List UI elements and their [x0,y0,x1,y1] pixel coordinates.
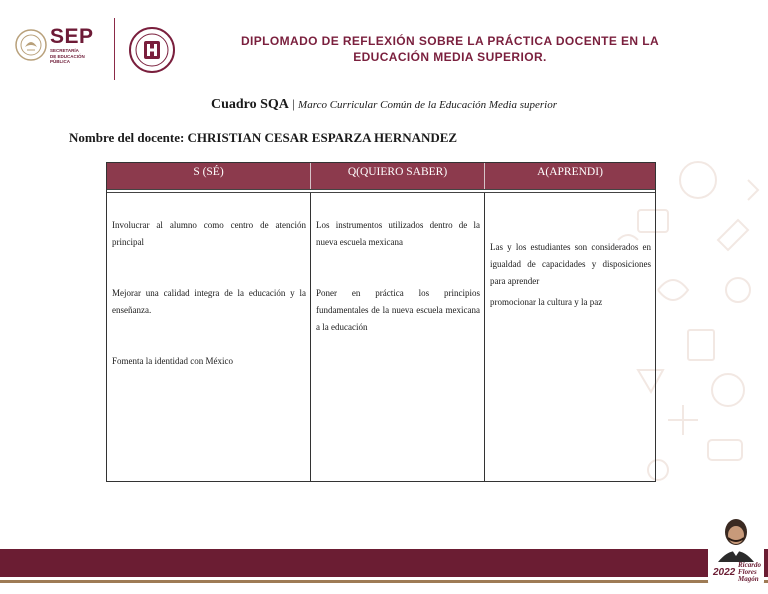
sep-subtitle-1: SECRETARÍA [50,48,79,53]
sep-subtitle-2: DE EDUCACIÓN [50,53,85,59]
column-q [311,193,485,481]
cuadro-subtitle [0,96,768,113]
q-item-2: Poner en práctica los principios fundamentales de la nueva escuela mexicana a la educación [316,288,480,332]
table-header-row [107,163,655,189]
s-item-3: Fomenta la identidad con México [112,356,233,366]
column-s [107,193,311,481]
column-a [485,193,655,481]
sep-logo-text [50,26,94,65]
institution-seal-icon [128,26,176,74]
document-title [235,33,665,65]
footer-name-line-2: Flores [738,568,757,576]
document-title-line-2: EDUCACIÓN MEDIA SUPERIOR. [353,50,547,64]
sqa-table [106,162,656,482]
footer-year: 2022 [713,567,736,578]
teacher-label: Nombre del docente: [69,130,185,145]
table-body-row [107,189,655,481]
mexico-emblem-icon [14,28,48,62]
s-item-1: Involucrar al alumno como centro de atención principal [112,220,306,247]
sep-subtitle-3: PÚBLICA [50,59,70,64]
document-title-line-1: DIPLOMADO DE REFLEXIÓN SOBRE LA PRÁCTICA DOCENTE EN LA [240,34,660,48]
teacher-name: CHRISTIAN CESAR ESPARZA HERNANDEZ [187,130,458,145]
footer-gold-line [0,580,768,583]
header-s: S (SÉ) [107,163,311,189]
s-item-2: Mejorar una calidad integra de la educación y la enseñanza. [112,288,306,315]
subtitle-separator: | [288,96,299,111]
sep-wordmark: SEP [50,25,94,48]
header-q: Q(QUIERO SABER) [311,163,485,189]
a-item-1: Las y los estudiantes son considerados en igualdad de capacidades y disposiciones para aprender [490,242,651,286]
subtitle-italic: Marco Curricular Común de la Educación Media superior [298,99,558,111]
header-logos [14,18,174,80]
footer-band [0,549,768,577]
header-a: A(APRENDI) [537,166,603,178]
footer-name-line-1: Ricardo [738,561,761,569]
logo-divider [114,18,115,80]
portrait-icon [708,516,764,562]
teacher-name-line [69,130,457,146]
a-item-2: promocionar la cultura y la paz [490,297,603,307]
footer-name [738,562,761,583]
footer-name-line-3: Magón [738,575,759,583]
q-item-1: Los instrumentos utilizados dentro de la nueva escuela mexicana [316,220,480,247]
subtitle-bold: Cuadro SQA [210,97,289,112]
